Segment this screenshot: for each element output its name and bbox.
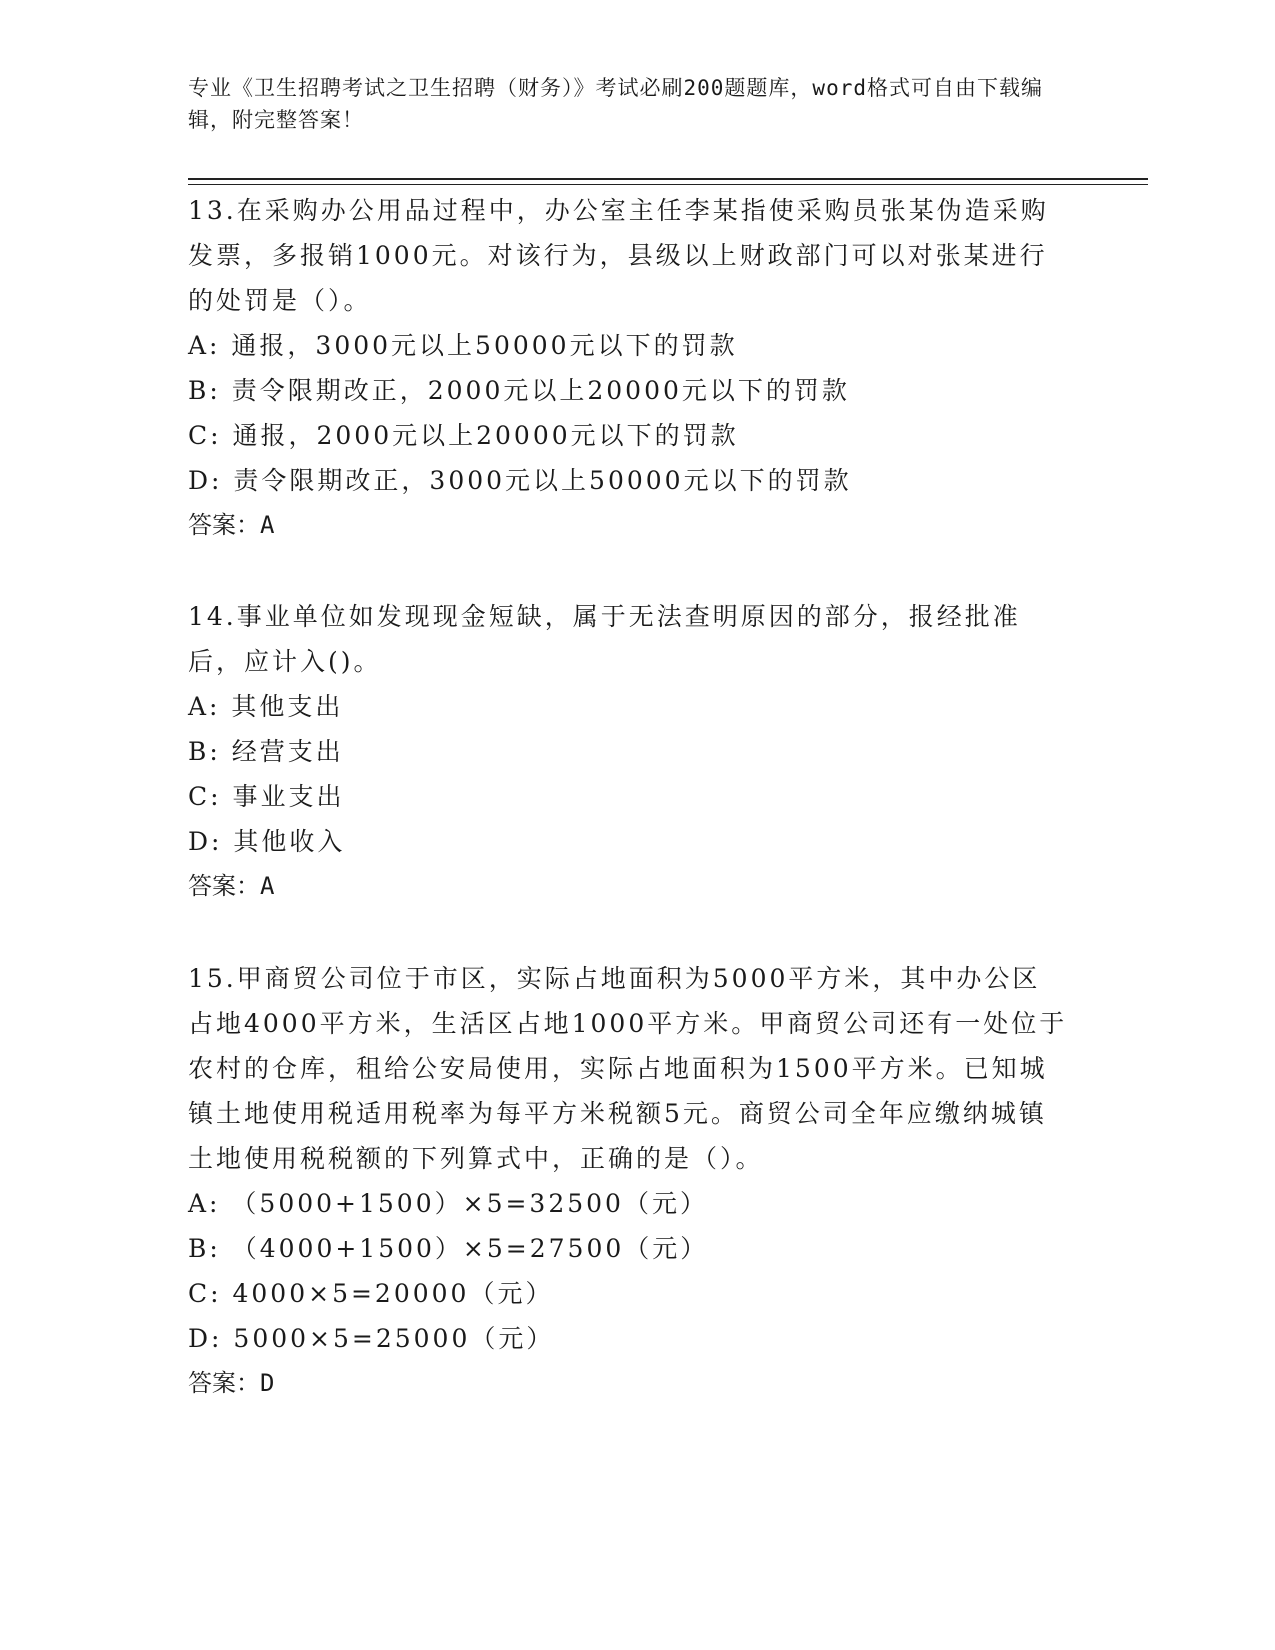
question-stem: 13.在采购办公用品过程中，办公室主任李某指使采购员张某伪造采购发票，多报销1000元。对该行为，县级以上财政部门可以对张某进行的处罚是（）。 <box>188 196 1049 315</box>
option-a: A: 其他支出 <box>188 692 344 721</box>
answer: 答案：D <box>188 1369 275 1397</box>
document-header: 专业《卫生招聘考试之卫生招聘（财务）》考试必刷200题题库，word格式可自由下载编辑，附完整答案！ <box>188 76 1043 132</box>
option-b: B: 经营支出 <box>188 737 344 766</box>
header-divider <box>188 178 1148 180</box>
option-c: C: 4000×5=20000（元） <box>188 1279 554 1308</box>
question-13 <box>188 188 1068 548</box>
option-a: A: 通报，3000元以上50000元以下的罚款 <box>188 331 738 360</box>
option-b: B: 责令限期改正，2000元以上20000元以下的罚款 <box>188 376 850 405</box>
question-15 <box>188 956 1068 1406</box>
header-divider-thin <box>188 184 1148 185</box>
question-stem: 15.甲商贸公司位于市区，实际占地面积为5000平方米，其中办公区占地4000平方米，生活区占地1000平方米。甲商贸公司还有一处位于农村的仓库，租给公安局使用，实际占地面积为1500平方米。已知城镇土地使用税适用税率为每平方米税额5元。商贸公司全年应缴纳城镇土地使用税税额的下列算式中，正确的是（）。 <box>188 964 1068 1173</box>
option-d: D: 其他收入 <box>188 827 346 856</box>
question-stem: 14.事业单位如发现现金短缺，属于无法查明原因的部分，报经批准后，应计入()。 <box>188 602 1021 676</box>
answer: 答案：A <box>188 511 275 539</box>
question-14 <box>188 594 1068 909</box>
answer: 答案：A <box>188 872 275 900</box>
option-c: C: 通报，2000元以上20000元以下的罚款 <box>188 421 739 450</box>
option-c: C: 事业支出 <box>188 782 345 811</box>
option-d: D: 责令限期改正，3000元以上50000元以下的罚款 <box>188 466 852 495</box>
option-d: D: 5000×5=25000（元） <box>188 1324 555 1353</box>
option-b: B: （4000+1500）×5=27500（元） <box>188 1234 709 1263</box>
option-a: A: （5000+1500）×5=32500（元） <box>188 1189 708 1218</box>
